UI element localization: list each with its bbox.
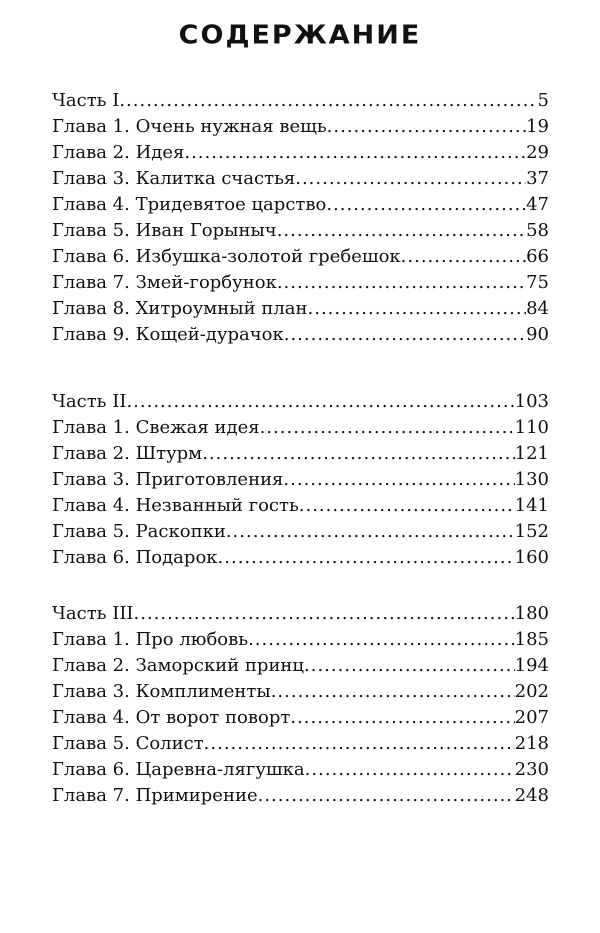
entry-title: Глава 4. Тридевятое царство — [52, 194, 327, 215]
entry-page-number: 84 — [526, 298, 549, 319]
entry-page-number: 218 — [514, 733, 549, 754]
dot-leader — [184, 140, 526, 166]
entry-page-number: 185 — [514, 629, 549, 650]
part-1-toc — [52, 88, 549, 348]
entry-title: Часть II — [52, 391, 127, 412]
dot-leader — [401, 244, 526, 270]
entry-page-number: 160 — [514, 547, 549, 568]
toc-chapter-entry[interactable] — [52, 627, 549, 653]
entry-page-number: 110 — [514, 417, 549, 438]
dot-leader — [126, 389, 514, 415]
entry-title: Глава 1. Очень нужная вещь — [52, 116, 327, 137]
toc-chapter-entry[interactable] — [52, 757, 549, 783]
dot-leader — [290, 705, 514, 731]
toc-chapter-entry[interactable] — [52, 441, 549, 467]
entry-title: Глава 2. Заморский принц — [52, 655, 305, 676]
dot-leader — [277, 270, 526, 296]
dot-leader — [304, 653, 515, 679]
toc-chapter-entry[interactable] — [52, 731, 549, 757]
entry-title: Глава 5. Солист — [52, 733, 204, 754]
toc-chapter-entry[interactable] — [52, 244, 549, 270]
entry-page-number: 121 — [514, 443, 549, 464]
entry-title: Глава 6. Избушка-золотой гребешок — [52, 246, 401, 267]
entry-page-number: 19 — [526, 116, 549, 137]
entry-page-number: 141 — [514, 495, 549, 516]
dot-leader — [299, 493, 515, 519]
entry-page-number: 230 — [514, 759, 549, 780]
toc-chapter-entry[interactable] — [52, 166, 549, 192]
dot-leader — [271, 679, 515, 705]
toc-part-entry[interactable] — [52, 88, 549, 114]
dot-leader — [326, 192, 526, 218]
dot-leader — [258, 783, 515, 809]
dot-leader — [204, 731, 515, 757]
toc-chapter-entry[interactable] — [52, 415, 549, 441]
toc-chapter-entry[interactable] — [52, 218, 549, 244]
entry-title: Глава 6. Подарок — [52, 547, 218, 568]
entry-page-number: 180 — [514, 603, 549, 624]
toc-chapter-entry[interactable] — [52, 493, 549, 519]
entry-page-number: 75 — [526, 272, 549, 293]
dot-leader — [134, 601, 515, 627]
entry-page-number: 29 — [526, 142, 549, 163]
entry-title: Глава 5. Раскопки — [52, 521, 226, 542]
entry-title: Глава 5. Иван Горыныч — [52, 220, 277, 241]
entry-page-number: 194 — [514, 655, 549, 676]
toc-part-entry[interactable] — [52, 389, 549, 415]
entry-title: Глава 2. Штурм — [52, 443, 203, 464]
toc-chapter-entry[interactable] — [52, 705, 549, 731]
entry-title: Часть III — [52, 603, 134, 624]
toc-chapter-entry[interactable] — [52, 114, 549, 140]
dot-leader — [284, 322, 526, 348]
dot-leader — [202, 441, 514, 467]
entry-title: Глава 7. Змей-горбунок — [52, 272, 277, 293]
dot-leader — [226, 519, 515, 545]
dot-leader — [308, 296, 527, 322]
part-3-toc — [52, 601, 549, 809]
toc-part-entry[interactable] — [52, 601, 549, 627]
entry-page-number: 58 — [526, 220, 549, 241]
entry-title: Глава 4. От ворот поворт — [52, 707, 291, 728]
dot-leader — [218, 545, 515, 571]
entry-title: Часть I — [52, 90, 120, 111]
page-title: СОДЕРЖАНИЕ — [178, 20, 422, 51]
dot-leader — [327, 114, 526, 140]
toc-chapter-entry[interactable] — [52, 140, 549, 166]
entry-page-number: 130 — [514, 469, 549, 490]
entry-page-number: 90 — [526, 324, 549, 345]
entry-page-number: 248 — [514, 785, 549, 806]
toc-chapter-entry[interactable] — [52, 545, 549, 571]
entry-page-number: 47 — [526, 194, 549, 215]
toc-chapter-entry[interactable] — [52, 679, 549, 705]
entry-title: Глава 2. Идея — [52, 142, 185, 163]
entry-title: Глава 3. Комплименты — [52, 681, 271, 702]
toc-chapter-entry[interactable] — [52, 270, 549, 296]
entry-page-number: 103 — [514, 391, 549, 412]
dot-leader — [248, 627, 515, 653]
entry-title: Глава 7. Примирение — [52, 785, 258, 806]
toc-chapter-entry[interactable] — [52, 653, 549, 679]
toc-chapter-entry[interactable] — [52, 192, 549, 218]
entry-title: Глава 8. Хитроумный план — [52, 298, 308, 319]
entry-page-number: 5 — [537, 90, 549, 111]
toc-chapter-entry[interactable] — [52, 296, 549, 322]
entry-page-number: 66 — [526, 246, 549, 267]
entry-title: Глава 1. Свежая идея — [52, 417, 260, 438]
entry-page-number: 152 — [514, 521, 549, 542]
dot-leader — [305, 757, 515, 783]
toc-chapter-entry[interactable] — [52, 467, 549, 493]
part-2-toc — [52, 389, 549, 571]
toc-chapter-entry[interactable] — [52, 519, 549, 545]
entry-title: Глава 3. Калитка счастья — [52, 168, 296, 189]
entry-title: Глава 4. Незванный гость — [52, 495, 299, 516]
dot-leader — [277, 218, 526, 244]
entry-page-number: 207 — [514, 707, 549, 728]
toc-chapter-entry[interactable] — [52, 322, 549, 348]
dot-leader — [283, 467, 514, 493]
toc-chapter-entry[interactable] — [52, 783, 549, 809]
entry-page-number: 202 — [514, 681, 549, 702]
entry-title: Глава 6. Царевна-лягушка — [52, 759, 305, 780]
dot-leader — [260, 415, 515, 441]
dot-leader — [295, 166, 526, 192]
entry-page-number: 37 — [526, 168, 549, 189]
entry-title: Глава 1. Про любовь — [52, 629, 249, 650]
entry-title: Глава 3. Приготовления — [52, 469, 284, 490]
entry-title: Глава 9. Кощей-дурачок — [52, 324, 284, 345]
dot-leader — [119, 88, 537, 114]
